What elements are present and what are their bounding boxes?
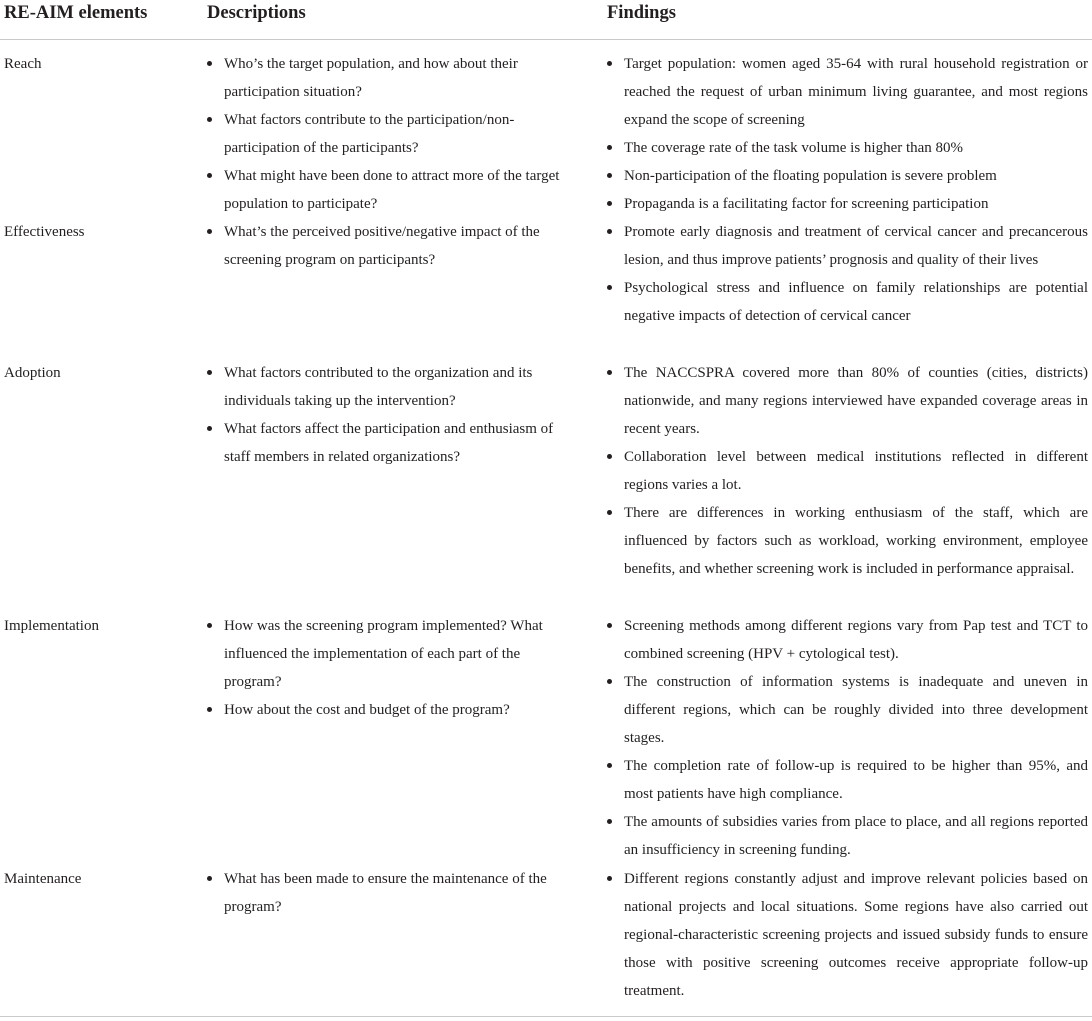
bullet-icon [607, 876, 612, 881]
finding-item: Propaganda is a facilitating factor for screening participation [607, 190, 1088, 218]
bullet-icon [207, 229, 212, 234]
bullet-icon [607, 229, 612, 234]
finding-item: Different regions constantly adjust and improve relevant policies based on national projects and local situations. Some regions have also carried out regional-characteristic screening projects and issued subsidy funds to ensure those with positive screening outcomes receive appropriate follow-up treatment. [607, 865, 1088, 1005]
bullet-icon [607, 454, 612, 459]
bullet-icon [607, 201, 612, 206]
description-item: What has been made to ensure the maintenance of the program? [207, 865, 567, 921]
bullet-icon [607, 819, 612, 824]
bullet-icon [607, 285, 612, 290]
bullet-icon [607, 145, 612, 150]
bullet-icon [607, 370, 612, 375]
bullet-icon [207, 173, 212, 178]
header-re-aim-elements: RE-AIM elements [4, 3, 148, 23]
descriptions-cell [207, 865, 567, 921]
finding-item: Target population: women aged 35-64 with rural household registration or reached the request of urban minimum living guarantee, and most regions expand the scope of screening [607, 50, 1088, 134]
finding-item: The NACCSPRA covered more than 80% of counties (cities, districts) nationwide, and many regions interviewed have expanded coverage areas in recent years. [607, 359, 1088, 443]
finding-item: Promote early diagnosis and treatment of cervical cancer and precancerous lesion, and thus improve patients’ prognosis and quality of their lives [607, 218, 1088, 274]
bullet-icon [207, 370, 212, 375]
finding-item: Psychological stress and influence on family relationships are potential negative impacts of detection of cervical cancer [607, 274, 1088, 330]
header-descriptions: Descriptions [207, 3, 306, 23]
bullet-icon [607, 623, 612, 628]
bullet-icon [607, 679, 612, 684]
element-label: Implementation [4, 618, 99, 634]
description-item: What might have been done to attract more of the target population to participate? [207, 162, 567, 218]
finding-item: The construction of information systems is inadequate and uneven in different regions, which can be roughly divided into three development stages. [607, 668, 1088, 752]
description-item: Who’s the target population, and how about their participation situation? [207, 50, 567, 106]
findings-cell [607, 865, 1088, 1005]
description-item: What factors contribute to the participation/non-participation of the participants? [207, 106, 567, 162]
element-label: Adoption [4, 365, 61, 381]
description-item: How was the screening program implemented? What influenced the implementation of each part of the program? [207, 612, 567, 696]
findings-cell [607, 218, 1088, 330]
findings-cell [607, 612, 1088, 864]
description-item: What’s the perceived positive/negative impact of the screening program on participants? [207, 218, 567, 274]
description-item: What factors contributed to the organization and its individuals taking up the intervention? [207, 359, 567, 415]
description-item: What factors affect the participation and enthusiasm of staff members in related organizations? [207, 415, 567, 471]
bullet-icon [207, 61, 212, 66]
findings-cell [607, 359, 1088, 583]
description-item: How about the cost and budget of the program? [207, 696, 567, 724]
bullet-icon [207, 623, 212, 628]
finding-item: Collaboration level between medical institutions reflected in different regions varies a lot. [607, 443, 1088, 499]
bullet-icon [607, 61, 612, 66]
element-label: Reach [4, 56, 42, 72]
element-label: Effectiveness [4, 224, 85, 240]
table-bottom-rule [0, 1016, 1092, 1017]
bullet-icon [607, 763, 612, 768]
descriptions-cell [207, 359, 567, 471]
findings-cell [607, 50, 1088, 218]
descriptions-cell [207, 50, 567, 218]
finding-item: There are differences in working enthusiasm of the staff, which are influenced by factors such as workload, working environment, employee benefits, and whether screening work is included in performance appraisal. [607, 499, 1088, 583]
bullet-icon [207, 876, 212, 881]
bullet-icon [607, 173, 612, 178]
bullet-icon [607, 510, 612, 515]
finding-item: The coverage rate of the task volume is higher than 80% [607, 134, 1088, 162]
element-label: Maintenance [4, 871, 82, 887]
descriptions-cell [207, 218, 567, 274]
finding-item: The amounts of subsidies varies from place to place, and all regions reported an insufficiency in screening funding. [607, 808, 1088, 864]
header-findings: Findings [607, 3, 676, 23]
finding-item: Non-participation of the floating population is severe problem [607, 162, 1088, 190]
finding-item: Screening methods among different regions vary from Pap test and TCT to combined screening (HPV + cytological test). [607, 612, 1088, 668]
table-header [0, 0, 1092, 40]
bullet-icon [207, 117, 212, 122]
finding-item: The completion rate of follow-up is required to be higher than 95%, and most patients have high compliance. [607, 752, 1088, 808]
descriptions-cell [207, 612, 567, 724]
bullet-icon [207, 707, 212, 712]
bullet-icon [207, 426, 212, 431]
